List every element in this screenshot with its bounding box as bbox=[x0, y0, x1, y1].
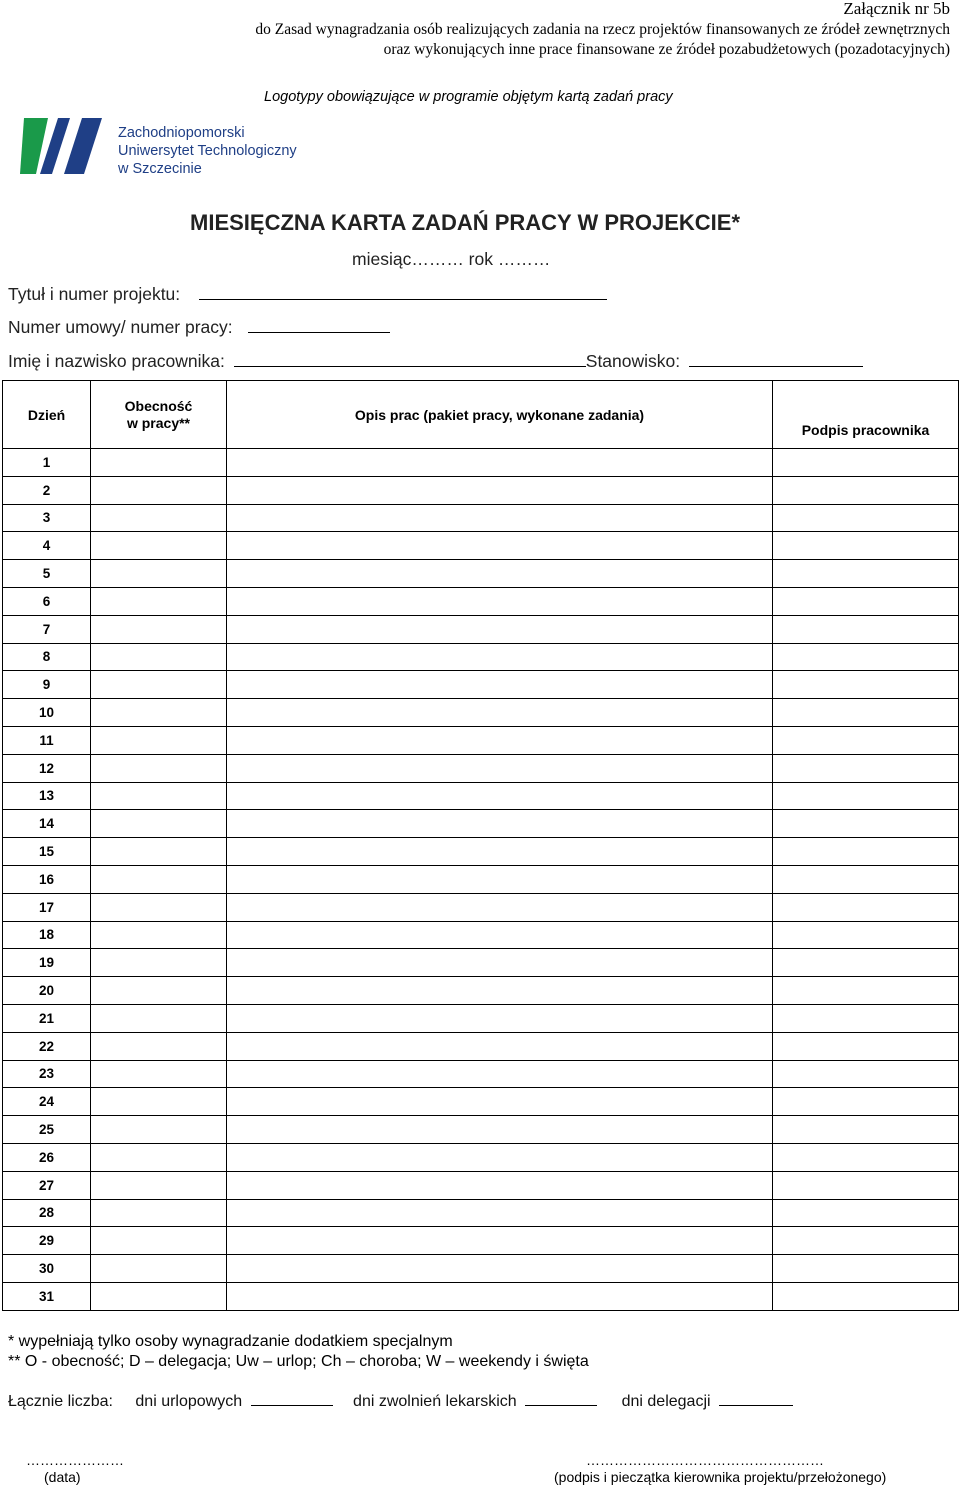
day-number-cell: 6 bbox=[3, 587, 91, 615]
table-row bbox=[3, 1088, 959, 1116]
presence-cell[interactable] bbox=[91, 1088, 227, 1116]
signature-cell[interactable] bbox=[773, 838, 959, 866]
header-day: Dzień bbox=[3, 381, 91, 449]
presence-cell[interactable] bbox=[91, 1255, 227, 1283]
header-presence bbox=[91, 381, 227, 449]
day-number-cell: 10 bbox=[3, 699, 91, 727]
presence-cell[interactable] bbox=[91, 476, 227, 504]
signature-cell[interactable] bbox=[773, 615, 959, 643]
presence-cell[interactable] bbox=[91, 587, 227, 615]
description-cell[interactable] bbox=[227, 1227, 773, 1255]
presence-cell[interactable] bbox=[91, 643, 227, 671]
manager-signature-field[interactable]: …………………………………………… bbox=[586, 1452, 824, 1468]
presence-cell[interactable] bbox=[91, 1143, 227, 1171]
signature-cell[interactable] bbox=[773, 1255, 959, 1283]
table-row bbox=[3, 1116, 959, 1144]
description-cell[interactable] bbox=[227, 1116, 773, 1144]
signature-cell[interactable] bbox=[773, 643, 959, 671]
note-1: * wypełniają tylko osoby wynagradzanie dodatkiem specjalnym bbox=[8, 1333, 453, 1350]
presence-cell[interactable] bbox=[91, 838, 227, 866]
table-row bbox=[3, 754, 959, 782]
description-cell[interactable] bbox=[227, 977, 773, 1005]
header-presence-line-2: w pracy** bbox=[126, 414, 191, 431]
table-row bbox=[3, 949, 959, 977]
signature-cell[interactable] bbox=[773, 1116, 959, 1144]
logo-text-line-2: Uniwersytet Technologiczny bbox=[118, 143, 297, 159]
day-number-cell: 8 bbox=[3, 643, 91, 671]
signature-cell[interactable] bbox=[773, 1199, 959, 1227]
presence-cell[interactable] bbox=[91, 671, 227, 699]
university-logo bbox=[18, 116, 308, 178]
presence-cell[interactable] bbox=[91, 810, 227, 838]
work-tasks-table bbox=[2, 380, 959, 1311]
day-number-cell: 27 bbox=[3, 1171, 91, 1199]
presence-cell[interactable] bbox=[91, 893, 227, 921]
description-cell[interactable] bbox=[227, 921, 773, 949]
description-cell[interactable] bbox=[227, 782, 773, 810]
description-cell[interactable] bbox=[227, 532, 773, 560]
day-number-cell: 13 bbox=[3, 782, 91, 810]
day-number-cell: 2 bbox=[3, 476, 91, 504]
day-number-cell: 7 bbox=[3, 615, 91, 643]
presence-cell[interactable] bbox=[91, 1004, 227, 1032]
table-row bbox=[3, 921, 959, 949]
signature-cell[interactable] bbox=[773, 865, 959, 893]
description-cell[interactable] bbox=[227, 1004, 773, 1032]
description-cell[interactable] bbox=[227, 615, 773, 643]
logo-text-line-1: Zachodniopomorski bbox=[118, 125, 245, 141]
signature-cell[interactable] bbox=[773, 977, 959, 1005]
description-cell[interactable] bbox=[227, 1032, 773, 1060]
day-number-cell: 20 bbox=[3, 977, 91, 1005]
signature-cell[interactable] bbox=[773, 1143, 959, 1171]
employee-name-input[interactable] bbox=[234, 352, 586, 367]
signature-cell[interactable] bbox=[773, 476, 959, 504]
signature-cell[interactable] bbox=[773, 893, 959, 921]
employee-name-label: Imię i nazwisko pracownika: bbox=[8, 351, 225, 371]
presence-cell[interactable] bbox=[91, 1060, 227, 1088]
description-cell[interactable] bbox=[227, 893, 773, 921]
day-number-cell: 12 bbox=[3, 754, 91, 782]
description-cell[interactable] bbox=[227, 726, 773, 754]
day-number-cell: 18 bbox=[3, 921, 91, 949]
presence-cell[interactable] bbox=[91, 1032, 227, 1060]
presence-cell[interactable] bbox=[91, 1116, 227, 1144]
description-cell[interactable] bbox=[227, 560, 773, 588]
description-cell[interactable] bbox=[227, 643, 773, 671]
description-cell[interactable] bbox=[227, 1143, 773, 1171]
signature-cell[interactable] bbox=[773, 754, 959, 782]
presence-cell[interactable] bbox=[91, 1199, 227, 1227]
vacation-days-label: dni urlopowych bbox=[135, 1393, 243, 1410]
signature-cell[interactable] bbox=[773, 532, 959, 560]
day-number-cell: 26 bbox=[3, 1143, 91, 1171]
presence-cell[interactable] bbox=[91, 949, 227, 977]
signature-cell[interactable] bbox=[773, 1088, 959, 1116]
description-cell[interactable] bbox=[227, 699, 773, 727]
table-row bbox=[3, 1143, 959, 1171]
table-row bbox=[3, 615, 959, 643]
signature-cell[interactable] bbox=[773, 1060, 959, 1088]
description-cell[interactable] bbox=[227, 1199, 773, 1227]
university-logo-mark bbox=[18, 116, 118, 178]
day-number-cell: 25 bbox=[3, 1116, 91, 1144]
day-number-cell: 4 bbox=[3, 532, 91, 560]
day-number-cell: 16 bbox=[3, 865, 91, 893]
description-cell[interactable] bbox=[227, 838, 773, 866]
table-row bbox=[3, 560, 959, 588]
presence-cell[interactable] bbox=[91, 615, 227, 643]
presence-cell[interactable] bbox=[91, 1227, 227, 1255]
description-cell[interactable] bbox=[227, 754, 773, 782]
contract-no-row bbox=[8, 317, 390, 338]
day-number-cell: 14 bbox=[3, 810, 91, 838]
table-row bbox=[3, 1227, 959, 1255]
header-line-1: do Zasad wynagradzania osób realizujących zadania na rzecz projektów finansowanych ze źródeł zewnętrznych bbox=[255, 21, 950, 38]
day-number-cell: 28 bbox=[3, 1199, 91, 1227]
signature-cell[interactable] bbox=[773, 699, 959, 727]
logo-blue-stripe-2 bbox=[64, 118, 102, 174]
day-number-cell: 31 bbox=[3, 1282, 91, 1310]
table-row bbox=[3, 893, 959, 921]
day-number-cell: 11 bbox=[3, 726, 91, 754]
signature-cell[interactable] bbox=[773, 449, 959, 477]
table-row bbox=[3, 476, 959, 504]
sick-days-input[interactable] bbox=[525, 1391, 597, 1406]
signature-cell[interactable] bbox=[773, 587, 959, 615]
presence-cell[interactable] bbox=[91, 865, 227, 893]
table-row bbox=[3, 782, 959, 810]
date-label: (data) bbox=[44, 1469, 81, 1485]
description-cell[interactable] bbox=[227, 1088, 773, 1116]
signature-cell[interactable] bbox=[773, 782, 959, 810]
signature-cell[interactable] bbox=[773, 560, 959, 588]
signature-cell[interactable] bbox=[773, 1171, 959, 1199]
description-cell[interactable] bbox=[227, 1171, 773, 1199]
manager-signature-label: (podpis i pieczątka kierownika projektu/przełożonego) bbox=[554, 1469, 887, 1485]
header-presence-line-1: Obecność bbox=[124, 397, 193, 414]
description-cell[interactable] bbox=[227, 587, 773, 615]
table-row bbox=[3, 699, 959, 727]
signature-cell[interactable] bbox=[773, 810, 959, 838]
table-row bbox=[3, 1282, 959, 1310]
signature-cell[interactable] bbox=[773, 921, 959, 949]
presence-cell[interactable] bbox=[91, 449, 227, 477]
day-number-cell: 3 bbox=[3, 504, 91, 532]
signature-cell[interactable] bbox=[773, 1282, 959, 1310]
day-number-cell: 23 bbox=[3, 1060, 91, 1088]
description-cell[interactable] bbox=[227, 1060, 773, 1088]
annex-label: Załącznik nr 5b bbox=[843, 0, 950, 18]
delegation-days-input[interactable] bbox=[719, 1391, 793, 1406]
description-cell[interactable] bbox=[227, 476, 773, 504]
contract-no-input[interactable] bbox=[248, 318, 390, 333]
table-row bbox=[3, 449, 959, 477]
description-cell[interactable] bbox=[227, 1282, 773, 1310]
table-row bbox=[3, 587, 959, 615]
position-label: Stanowisko: bbox=[585, 351, 681, 371]
signature-cell[interactable] bbox=[773, 949, 959, 977]
table-row bbox=[3, 1199, 959, 1227]
table-row bbox=[3, 726, 959, 754]
description-cell[interactable] bbox=[227, 504, 773, 532]
signature-cell[interactable] bbox=[773, 726, 959, 754]
signature-cell[interactable] bbox=[773, 504, 959, 532]
presence-cell[interactable] bbox=[91, 532, 227, 560]
presence-cell[interactable] bbox=[91, 726, 227, 754]
presence-cell[interactable] bbox=[91, 560, 227, 588]
date-field[interactable]: ………………… bbox=[26, 1452, 124, 1468]
header-line-2: oraz wykonujących inne prace finansowane ze źródeł pozabudżetowych (pozadotacyjnych) bbox=[383, 41, 950, 58]
header-signature: Podpis pracownika bbox=[773, 381, 959, 449]
table-header-row bbox=[3, 381, 959, 449]
presence-cell[interactable] bbox=[91, 504, 227, 532]
day-number-cell: 9 bbox=[3, 671, 91, 699]
table-row bbox=[3, 977, 959, 1005]
table-row bbox=[3, 532, 959, 560]
description-cell[interactable] bbox=[227, 1255, 773, 1283]
summary-label: Łącznie liczba: bbox=[8, 1393, 113, 1410]
day-number-cell: 22 bbox=[3, 1032, 91, 1060]
presence-cell[interactable] bbox=[91, 1171, 227, 1199]
table-row bbox=[3, 838, 959, 866]
presence-cell[interactable] bbox=[91, 754, 227, 782]
header-description: Opis prac (pakiet pracy, wykonane zadania) bbox=[227, 381, 773, 449]
table-row bbox=[3, 1255, 959, 1283]
description-cell[interactable] bbox=[227, 671, 773, 699]
project-title-row bbox=[8, 284, 607, 305]
day-number-cell: 15 bbox=[3, 838, 91, 866]
day-number-cell: 29 bbox=[3, 1227, 91, 1255]
table-row bbox=[3, 504, 959, 532]
document-title: MIESIĘCZNA KARTA ZADAŃ PRACY W PROJEKCIE* bbox=[190, 210, 741, 235]
day-number-cell: 1 bbox=[3, 449, 91, 477]
presence-cell[interactable] bbox=[91, 921, 227, 949]
signature-cell[interactable] bbox=[773, 1227, 959, 1255]
note-2: ** O - obecność; D – delegacja; Uw – urlop; Ch – choroba; W – weekendy i święta bbox=[8, 1353, 589, 1370]
day-number-cell: 5 bbox=[3, 560, 91, 588]
description-cell[interactable] bbox=[227, 949, 773, 977]
table-row bbox=[3, 1171, 959, 1199]
description-cell[interactable] bbox=[227, 865, 773, 893]
project-title-label: Tytuł i numer projektu: bbox=[8, 284, 181, 304]
summary-row bbox=[8, 1391, 793, 1411]
logo-text-line-3: w Szczecinie bbox=[118, 161, 202, 177]
table-row bbox=[3, 643, 959, 671]
presence-cell[interactable] bbox=[91, 977, 227, 1005]
signature-cell[interactable] bbox=[773, 1032, 959, 1060]
contract-no-label: Numer umowy/ numer pracy: bbox=[8, 317, 233, 337]
table-row bbox=[3, 671, 959, 699]
logos-caption: Logotypy obowiązujące w programie objętym kartą zadań pracy bbox=[264, 89, 673, 105]
description-cell[interactable] bbox=[227, 449, 773, 477]
sick-days-label: dni zwolnień lekarskich bbox=[353, 1393, 517, 1410]
day-number-cell: 24 bbox=[3, 1088, 91, 1116]
day-number-cell: 19 bbox=[3, 949, 91, 977]
delegation-days-label: dni delegacji bbox=[621, 1393, 711, 1410]
vacation-days-input[interactable] bbox=[251, 1391, 333, 1406]
table-row bbox=[3, 810, 959, 838]
table-row bbox=[3, 1004, 959, 1032]
position-input[interactable] bbox=[689, 352, 863, 367]
day-number-cell: 21 bbox=[3, 1004, 91, 1032]
day-number-cell: 30 bbox=[3, 1255, 91, 1283]
presence-cell[interactable] bbox=[91, 782, 227, 810]
presence-cell[interactable] bbox=[91, 699, 227, 727]
presence-cell[interactable] bbox=[91, 1282, 227, 1310]
period-field[interactable]: miesiąc……… rok ……… bbox=[352, 249, 551, 269]
employee-row bbox=[8, 351, 863, 372]
table-row bbox=[3, 1032, 959, 1060]
table-body bbox=[3, 449, 959, 1311]
signature-cell[interactable] bbox=[773, 1004, 959, 1032]
project-title-input[interactable] bbox=[199, 285, 607, 300]
day-number-cell: 17 bbox=[3, 893, 91, 921]
signature-cell[interactable] bbox=[773, 671, 959, 699]
table-row bbox=[3, 1060, 959, 1088]
table-row bbox=[3, 865, 959, 893]
description-cell[interactable] bbox=[227, 810, 773, 838]
